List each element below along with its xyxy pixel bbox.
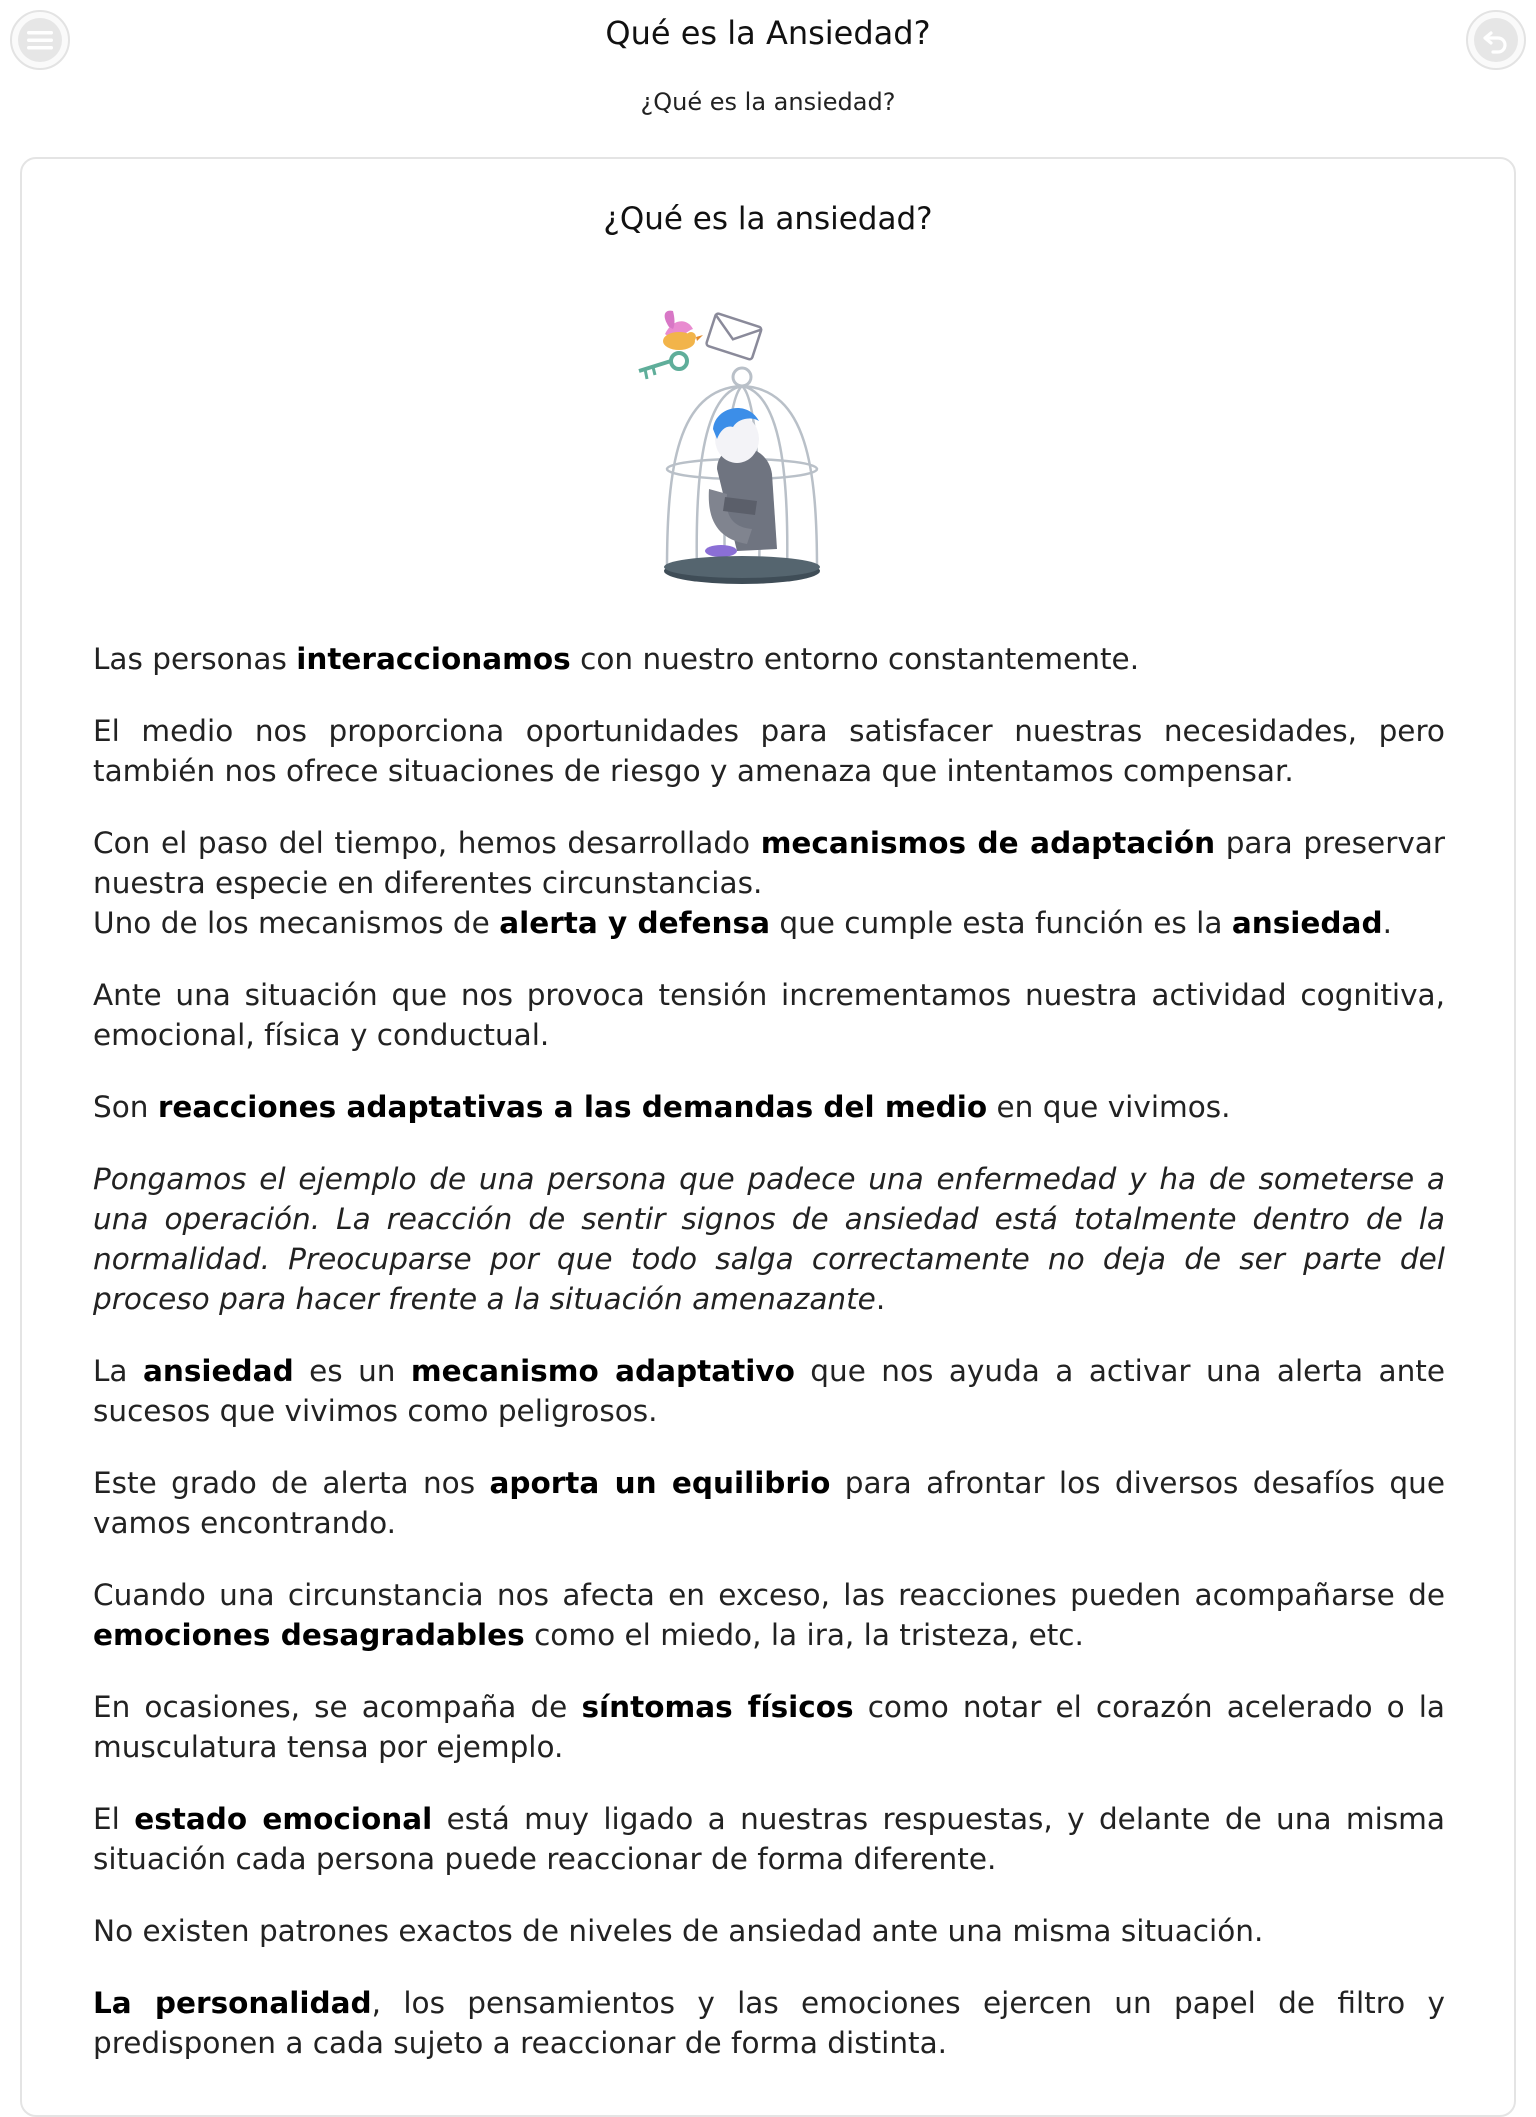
text: como notar el corazón acelerado o la musculatura tensa por ejemplo. xyxy=(93,1690,1446,1764)
page-title: Qué es la Ansiedad? xyxy=(605,14,931,52)
text: Con el paso del tiempo, hemos desarrollado xyxy=(93,826,761,860)
italic-text: Pongamos el ejemplo de una persona que padece una enfermedad y ha de someterse a una operación. La reacción de sentir signos de ansiedad está totalmente dentro de la normalidad. Preocuparse por que todo salga correctamente no deja de ser parte del proceso para hacer frente a la situación amenazante xyxy=(93,1162,1445,1316)
person-in-birdcage-illustration xyxy=(617,289,867,589)
text: con nuestro entorno constantemente. xyxy=(570,642,1140,676)
text: que cumple esta función es la xyxy=(769,906,1232,940)
paragraph-13 xyxy=(93,1983,1445,2063)
paragraph-5 xyxy=(93,1087,1445,1127)
bold-text: interaccionamos xyxy=(296,642,571,676)
text: Cuando una circunstancia nos afecta en exceso, las reacciones pueden acompañarse de xyxy=(93,1578,1445,1612)
text: en que vivimos. xyxy=(987,1090,1231,1124)
bold-text: mecanismos de adaptación xyxy=(760,826,1216,860)
text: que nos ayuda a activar una alerta ante sucesos que vivimos como peligrosos. xyxy=(93,1354,1446,1428)
text: como el miedo, la ira, la tristeza, etc. xyxy=(524,1618,1084,1652)
text: El xyxy=(93,1802,135,1836)
text: está muy ligado a nuestras respuestas, y delante de una misma situación cada persona puede reaccionar de forma diferente. xyxy=(93,1802,1445,1876)
bold-text: reacciones adaptativas a las demandas del medio xyxy=(157,1090,988,1124)
bold-text: ansiedad xyxy=(1231,906,1383,940)
text: para afrontar los diversos desafíos que vamos encontrando. xyxy=(93,1466,1445,1540)
text: para preservar nuestra especie en diferentes circunstancias. xyxy=(93,826,1445,900)
bold-text: ansiedad xyxy=(142,1354,294,1388)
back-button[interactable] xyxy=(1466,10,1526,70)
text: La xyxy=(93,1354,143,1388)
paragraph-12: No existen patrones exactos de niveles de ansiedad ante una misma situación. xyxy=(93,1914,1264,1948)
paragraph-2: El medio nos proporciona oportunidades para satisfacer nuestras necesidades, pero también nos ofrece situaciones de riesgo y amenaza que intentamos compensar. xyxy=(93,714,1445,788)
paragraph-1 xyxy=(93,639,1445,679)
text: Este grado de alerta nos xyxy=(93,1466,490,1500)
text: es un xyxy=(293,1354,411,1388)
text: Son xyxy=(93,1090,158,1124)
back-arrow-icon xyxy=(1474,18,1518,62)
bold-text: mecanismo adaptativo xyxy=(410,1354,795,1388)
text: En ocasiones, se acompaña de xyxy=(93,1690,582,1724)
text: . xyxy=(875,1282,886,1316)
paragraph-4: Ante una situación que nos provoca tensión incrementamos nuestra actividad cognitiva, emocional, física y conductual. xyxy=(93,978,1445,1052)
content-card xyxy=(20,157,1516,2117)
paragraph-3 xyxy=(93,823,1445,943)
bold-text: La personalidad xyxy=(93,1986,372,2020)
paragraph-6-example xyxy=(93,1159,1445,1319)
paragraph-11 xyxy=(93,1799,1445,1879)
bold-text: estado emocional xyxy=(134,1802,433,1836)
text: , los pensamientos y las emociones ejercen un papel de filtro y predisponen a cada sujeto a reaccionar de forma distinta. xyxy=(93,1986,1445,2060)
bold-text: aporta un equilibrio xyxy=(489,1466,831,1500)
text: Uno de los mecanismos de xyxy=(93,906,500,940)
text: . xyxy=(1382,906,1392,940)
article-body xyxy=(93,639,1445,2095)
paragraph-9 xyxy=(93,1575,1445,1655)
page-subtitle: ¿Qué es la ansiedad? xyxy=(640,88,896,116)
top-bar xyxy=(0,0,1536,150)
card-title: ¿Qué es la ansiedad? xyxy=(603,201,933,237)
bold-text: emociones desagradables xyxy=(93,1618,525,1652)
paragraph-7 xyxy=(93,1351,1445,1431)
paragraph-10 xyxy=(93,1687,1445,1767)
bold-text: síntomas físicos xyxy=(581,1690,854,1724)
paragraph-8 xyxy=(93,1463,1445,1543)
text: Las personas xyxy=(93,642,297,676)
bold-text: alerta y defensa xyxy=(499,906,770,940)
